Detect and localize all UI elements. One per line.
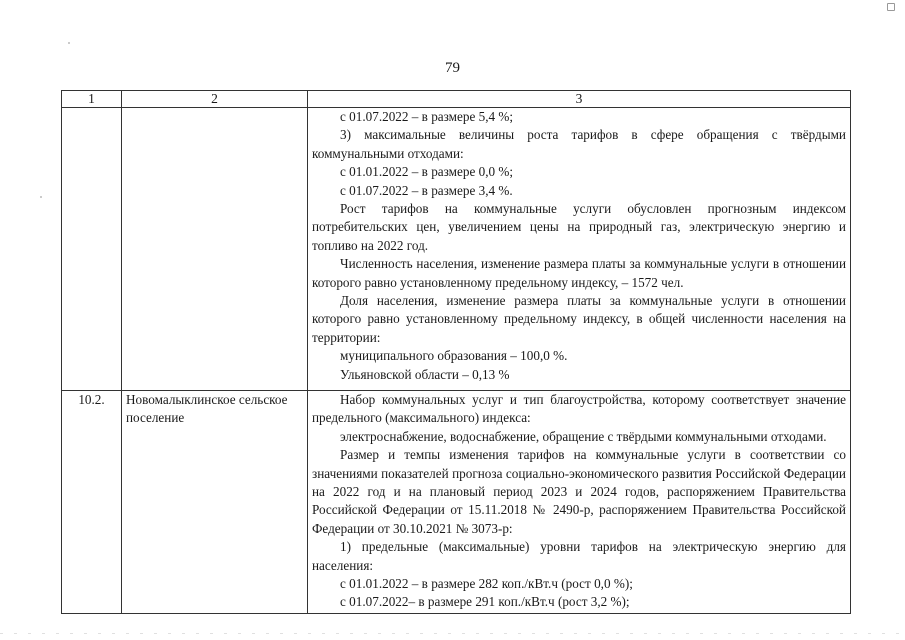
table-row (62, 108, 851, 391)
paragraph: 1) предельные (максимальные) уровни тарифов на электрическую энергию для населения: (312, 539, 846, 573)
paragraph: 3) максимальные величины роста тарифов в сфере обращения с твёрдыми коммунальными отходами: (312, 127, 846, 161)
paragraph: Ульяновской области – 0,13 % (340, 366, 510, 382)
scan-corner-mark (887, 3, 895, 11)
row-description (308, 108, 851, 391)
document-table (61, 90, 851, 614)
paragraph: Численность населения, изменение размера платы за коммунальные услуги в отношении которого равно установленному предельному индексу, – 1572 чел. (312, 256, 846, 290)
settlement-name: Новомалыклинское сельское поселение (122, 391, 308, 614)
paragraph-list (312, 391, 846, 612)
paragraph: с 01.01.2022 – в размере 282 коп./кВт.ч (рост 0,0 %); (340, 576, 633, 592)
scan-speck (68, 42, 70, 44)
scan-speck (40, 196, 42, 198)
paragraph: электроснабжение, водоснабжение, обращение с твёрдыми коммунальными отходами. (340, 428, 827, 444)
paragraph: с 01.07.2022 – в размере 5,4 %; (340, 109, 514, 124)
column-header-2: 2 (122, 91, 308, 108)
paragraph: Доля населения, изменение размера платы за коммунальные услуги в отношении которого равно установленному предельному индексу, в общей численности населения на территории: (312, 293, 846, 345)
row-number (62, 108, 122, 391)
table-row (62, 391, 851, 614)
paragraph: муниципального образования – 100,0 %. (340, 348, 568, 364)
column-header-1: 1 (62, 91, 122, 108)
table-header-row (62, 91, 851, 108)
scan-edge-noise (0, 633, 905, 634)
paragraph: Рост тарифов на коммунальные услуги обусловлен прогнозным индексом потребительских цен, увеличением цены на природный газ, электрическую энергию и топливо на 2022 год. (312, 201, 846, 253)
settlement-name (122, 108, 308, 391)
row-description (308, 391, 851, 614)
paragraph: с 01.07.2022– в размере 291 коп./кВт.ч (рост 3,2 %); (340, 594, 630, 610)
page-number: 79 (445, 60, 460, 76)
paragraph: Размер и темпы изменения тарифов на коммунальные услуги в соответствии со значениями показателей прогноза социально-экономического развития Российской Федерации на 2022 год и на плановый период 2023 и 2024 годов, распоряжением Правительства Российской Федерации от 15.11.2018 № 2490-р, распоряжением Правительства Российской Федерации от 30.10.2021 № 3073-р: (312, 447, 846, 536)
column-header-3: 3 (308, 91, 851, 108)
paragraph-list (312, 108, 846, 384)
paragraph: с 01.01.2022 – в размере 0,0 %; (340, 164, 514, 180)
row-number: 10.2. (62, 391, 122, 614)
paragraph: Набор коммунальных услуг и тип благоустройства, которому соответствует значение предельного (максимального) индекса: (312, 392, 846, 426)
paragraph: с 01.07.2022 – в размере 3,4 %. (340, 182, 513, 198)
